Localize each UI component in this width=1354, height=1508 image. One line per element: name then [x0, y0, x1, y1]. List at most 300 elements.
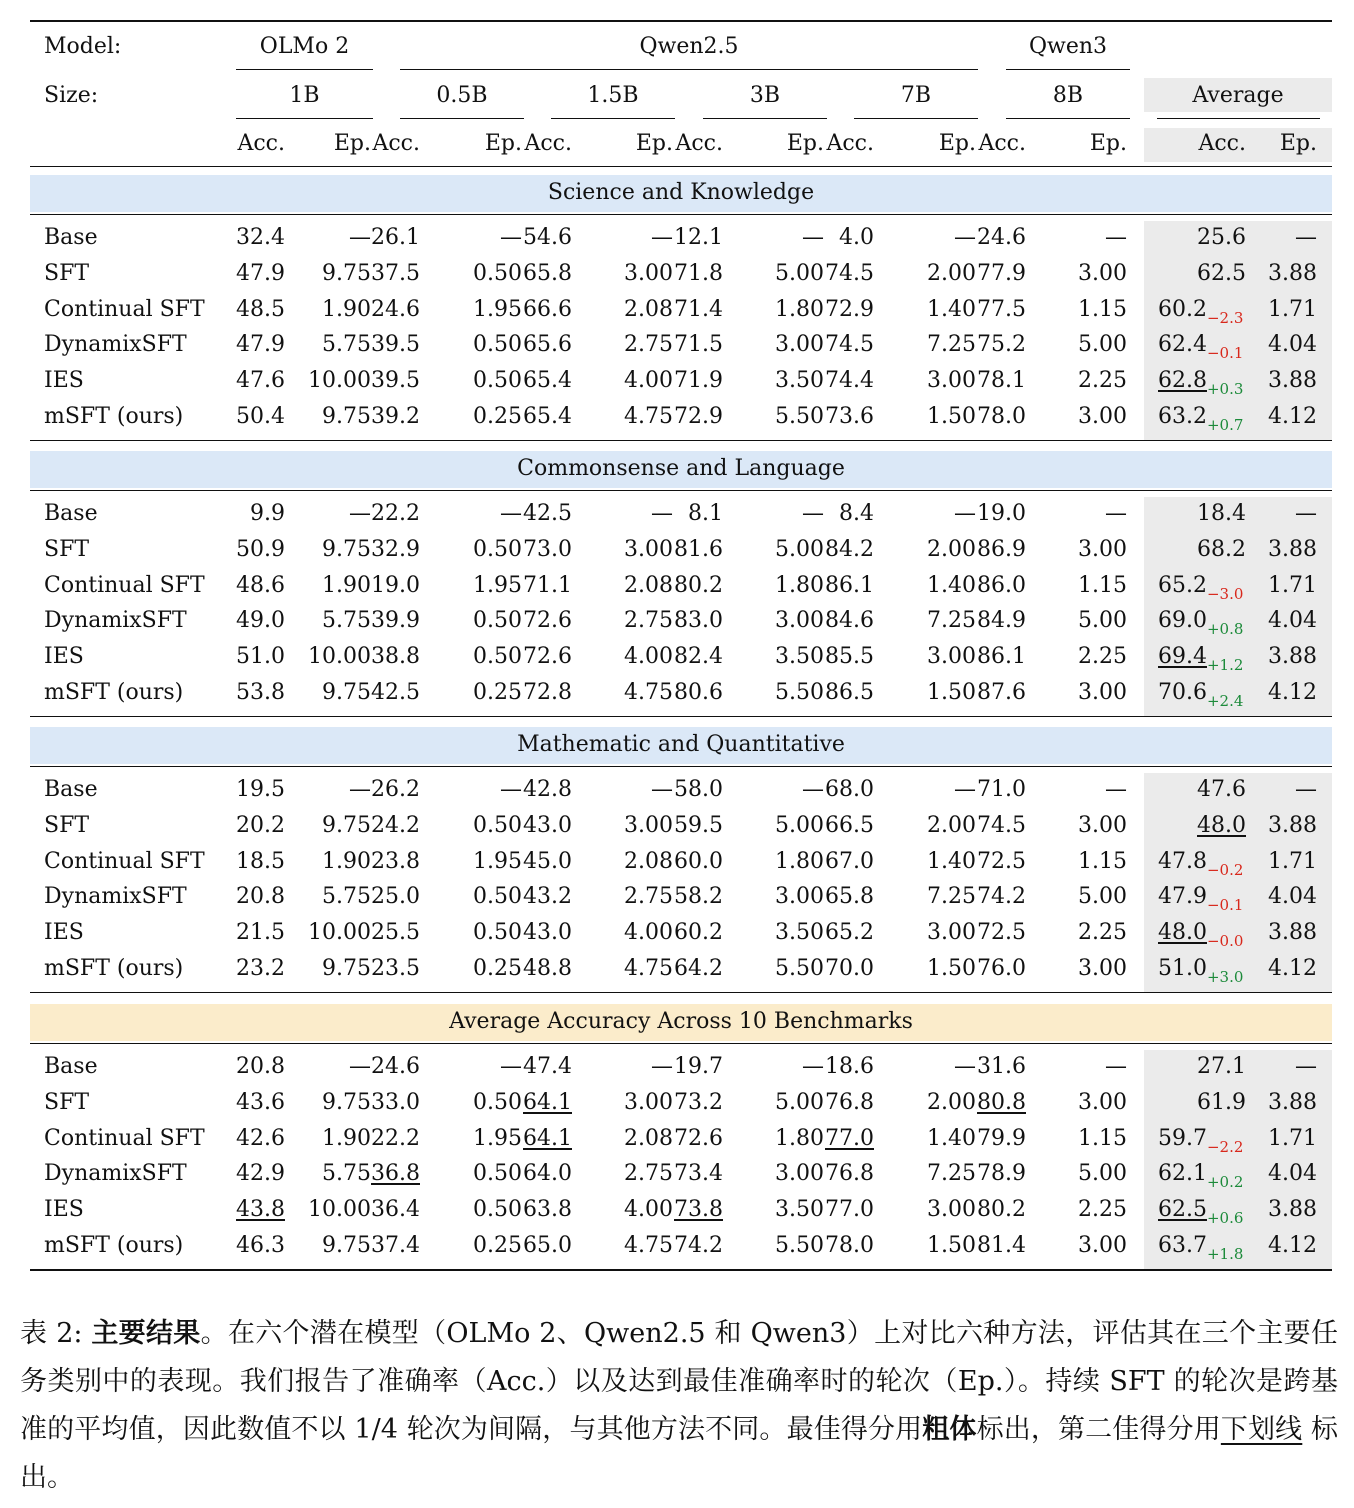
avg-delta: −0.0 [1206, 932, 1244, 951]
ep-header: Ep. [635, 131, 673, 156]
ep-value: 1.90 [322, 296, 371, 322]
avg-acc-value [1158, 295, 1243, 326]
ep-value: 5.50 [775, 404, 824, 429]
method-name: SFT [44, 812, 90, 838]
avg-acc-number: 65.2 [1158, 572, 1207, 598]
section-end-rule [30, 716, 1332, 717]
size-rule-0-5b [400, 118, 524, 119]
method-name: DynamixSFT [44, 1161, 187, 1187]
ep-value: 3.00 [927, 1197, 976, 1223]
avg-acc-number: 68.2 [1197, 536, 1246, 562]
section-band [30, 451, 1332, 488]
acc-value: 74.2 [977, 884, 1026, 910]
ep-value: 0.50 [473, 1197, 522, 1223]
acc-value: 19.5 [236, 777, 285, 802]
method-name: Base [44, 501, 98, 526]
ep-value: — [349, 1054, 371, 1079]
avg-ep-value: 1.71 [1268, 572, 1317, 598]
avg-acc-number: 27.1 [1197, 1054, 1246, 1079]
avg-acc-value [1158, 678, 1243, 709]
acc-value: 22.2 [371, 501, 420, 526]
acc-value: 47.6 [236, 368, 285, 394]
header-bottom-rule [30, 166, 1332, 167]
ep-value: 0.25 [473, 956, 522, 981]
avg-delta: +0.8 [1206, 620, 1244, 639]
avg-ep-value: 3.88 [1268, 920, 1317, 946]
avg-acc-number: 25.6 [1197, 225, 1246, 250]
acc-value: 47.4 [523, 1054, 572, 1079]
acc-value: 72.8 [523, 680, 572, 705]
acc-value: 66.6 [523, 296, 572, 322]
acc-value: 73.2 [674, 1089, 723, 1115]
avg-delta: +3.0 [1206, 968, 1244, 986]
avg-acc-value [1197, 811, 1246, 841]
size-rule-average [1157, 118, 1320, 119]
avg-ep-value: 3.88 [1268, 812, 1317, 838]
caption-label: 表 2: [20, 1318, 92, 1349]
acc-value: 81.6 [674, 536, 723, 562]
avg-acc-value [1158, 847, 1243, 878]
ep-value: 0.50 [473, 1089, 522, 1115]
acc-value: 73.4 [674, 1161, 723, 1187]
acc-value: 71.0 [977, 777, 1026, 802]
acc-value: 71.1 [523, 572, 572, 598]
ep-value: 7.25 [927, 884, 976, 910]
size-1-5b: 1.5B [587, 83, 639, 108]
acc-header: Acc. [978, 131, 1026, 156]
ep-value: 5.00 [775, 1089, 824, 1115]
method-name: SFT [44, 536, 90, 562]
ep-value: — [802, 501, 824, 526]
ep-value: — [500, 501, 522, 526]
acc-value: 76.8 [825, 1161, 874, 1187]
ep-value: 2.25 [1078, 1197, 1127, 1223]
ep-value: — [802, 225, 824, 250]
ep-value: 3.00 [624, 536, 673, 562]
ep-value: 1.90 [322, 848, 371, 874]
avg-delta: +1.8 [1206, 1245, 1244, 1263]
acc-value: 60.0 [674, 848, 723, 874]
acc-value: 51.0 [236, 644, 285, 670]
ep-value: 4.75 [624, 956, 673, 981]
acc-header: Acc. [372, 131, 420, 156]
section-rule [30, 1043, 1332, 1044]
avg-acc-value [1197, 1052, 1246, 1082]
acc-value: 70.0 [825, 956, 874, 981]
acc-value: 42.8 [523, 777, 572, 802]
method-name: IES [44, 644, 84, 670]
avg-acc-number: 47.8 [1158, 848, 1207, 874]
acc-value: 38.8 [371, 644, 420, 670]
acc-value: 74.5 [825, 260, 874, 286]
ep-value: 0.50 [473, 812, 522, 838]
ep-value: 3.00 [775, 332, 824, 358]
ep-value: 2.08 [624, 296, 673, 322]
size-label: Size: [44, 83, 99, 108]
ep-value: 3.00 [624, 260, 673, 286]
avg-acc-value [1158, 1124, 1243, 1155]
ep-value: 0.50 [473, 368, 522, 394]
section-title: Commonsense and Language [517, 456, 845, 481]
acc-value: 71.4 [674, 296, 723, 322]
family-rule-qwen25 [400, 69, 978, 70]
acc-value: 47.9 [236, 260, 285, 286]
acc-value: 77.5 [977, 296, 1026, 322]
acc-value: 87.6 [977, 680, 1026, 705]
acc-value: 83.0 [674, 608, 723, 634]
ep-value: 1.95 [473, 1125, 522, 1151]
caption-bold-word: 粗体 [922, 1414, 977, 1445]
acc-value: 22.2 [371, 1125, 420, 1151]
acc-value: 20.8 [236, 1054, 285, 1079]
acc-value: 64.2 [674, 956, 723, 981]
avg-acc-number: 59.7 [1158, 1125, 1207, 1151]
avg-ep-value: 3.88 [1268, 1197, 1317, 1223]
ep-value: 2.75 [624, 332, 673, 358]
size-3b: 3B [749, 83, 781, 108]
avg-delta: +0.7 [1206, 416, 1244, 434]
acc-value: 74.5 [977, 812, 1026, 838]
acc-value: 23.5 [371, 956, 420, 981]
acc-value: 80.2 [977, 1197, 1026, 1223]
ep-value: 0.50 [473, 332, 522, 358]
ep-value: 1.95 [473, 848, 522, 874]
acc-value: 23.8 [371, 848, 420, 874]
acc-value: 65.4 [523, 404, 572, 429]
acc-value: 86.9 [977, 536, 1026, 562]
acc-value: 31.6 [977, 1054, 1026, 1079]
ep-value: 0.50 [473, 536, 522, 562]
avg-acc-value [1158, 571, 1243, 602]
acc-value: 24.6 [371, 1054, 420, 1079]
model-label: Model: [44, 34, 122, 59]
ep-value: — [651, 501, 673, 526]
acc-value: 65.6 [523, 332, 572, 358]
acc-value: 33.0 [371, 1089, 420, 1115]
ep-value: — [1105, 777, 1127, 802]
avg-delta: +2.4 [1206, 692, 1244, 710]
acc-value: 72.5 [977, 920, 1026, 946]
ep-value: 3.50 [775, 644, 824, 670]
acc-value: 8.4 [839, 501, 874, 526]
section-title: Average Accuracy Across 10 Benchmarks [449, 1009, 913, 1034]
avg-acc-header: Acc. [1198, 131, 1246, 156]
avg-acc-value [1197, 535, 1246, 565]
ep-value: 5.50 [775, 956, 824, 981]
acc-value: 80.6 [674, 680, 723, 705]
avg-acc-number: 18.4 [1197, 501, 1246, 526]
ep-value: 3.00 [624, 1089, 673, 1115]
acc-value: 37.4 [371, 1233, 420, 1258]
acc-header: Acc. [237, 131, 285, 156]
acc-value: 37.5 [371, 260, 420, 286]
avg-acc-value [1158, 330, 1243, 361]
avg-acc-value [1158, 642, 1243, 673]
ep-value: 0.25 [473, 680, 522, 705]
size-rule-8b [1006, 118, 1130, 119]
acc-value: 78.1 [977, 368, 1026, 394]
avg-acc-number: 69.0 [1158, 608, 1207, 634]
acc-value: 64.1 [523, 1125, 572, 1151]
ep-value: — [802, 777, 824, 802]
section-end-rule [30, 440, 1332, 441]
method-name: Base [44, 225, 98, 250]
ep-value: — [349, 501, 371, 526]
acc-value: 86.5 [825, 680, 874, 705]
avg-acc-value [1197, 499, 1246, 529]
avg-delta: +0.6 [1206, 1209, 1244, 1228]
avg-ep-value: 4.12 [1268, 680, 1317, 705]
ep-value: 3.00 [775, 1161, 824, 1187]
avg-ep-value: 4.04 [1268, 608, 1317, 634]
ep-value: — [954, 501, 976, 526]
acc-value: 26.2 [371, 777, 420, 802]
acc-value: 72.6 [523, 608, 572, 634]
acc-value: 86.0 [977, 572, 1026, 598]
method-name: Base [44, 777, 98, 802]
ep-value: 3.50 [775, 1197, 824, 1223]
avg-acc-value [1197, 259, 1246, 289]
acc-value: 26.1 [371, 225, 420, 250]
ep-header: Ep. [333, 131, 371, 156]
ep-value: 2.25 [1078, 920, 1127, 946]
ep-value: 10.00 [308, 368, 371, 394]
size-1b: 1B [289, 83, 320, 108]
acc-value: 72.6 [674, 1125, 723, 1151]
size-rule-7b [854, 118, 978, 119]
avg-acc-number: 62.8 [1158, 368, 1207, 394]
ep-value: 9.75 [322, 404, 371, 429]
acc-value: 58.0 [674, 777, 723, 802]
avg-ep-value: — [1295, 777, 1317, 802]
acc-value: 4.0 [839, 225, 874, 250]
caption-text-2: 标出，第二佳得分用 [976, 1414, 1221, 1445]
avg-acc-number: 62.5 [1197, 260, 1246, 286]
ep-value: — [651, 225, 673, 250]
ep-value: 1.50 [927, 1233, 976, 1258]
acc-value: 20.8 [236, 884, 285, 910]
ep-value: 0.50 [473, 260, 522, 286]
size-rule-1-5b [551, 118, 675, 119]
ep-value: 1.50 [927, 956, 976, 981]
ep-value: 2.00 [927, 260, 976, 286]
ep-value: — [500, 777, 522, 802]
acc-value: 24.6 [977, 225, 1026, 250]
section-rule [30, 490, 1332, 491]
method-name: SFT [44, 1089, 90, 1115]
acc-value: 19.0 [371, 572, 420, 598]
method-name: IES [44, 920, 84, 946]
acc-value: 39.5 [371, 368, 420, 394]
ep-value: 2.25 [1078, 368, 1127, 394]
ep-value: 1.80 [775, 1125, 824, 1151]
ep-value: 5.50 [775, 680, 824, 705]
acc-value: 72.9 [674, 404, 723, 429]
method-name: SFT [44, 260, 90, 286]
ep-value: 1.80 [775, 572, 824, 598]
avg-acc-value [1158, 1159, 1243, 1190]
ep-value: 2.75 [624, 608, 673, 634]
acc-value: 48.8 [523, 956, 572, 981]
avg-ep-value: 4.04 [1268, 332, 1317, 358]
acc-value: 46.3 [236, 1233, 285, 1258]
size-rule-1b [236, 118, 373, 119]
acc-value: 32.4 [236, 225, 285, 250]
avg-ep-value: — [1295, 225, 1317, 250]
avg-ep-value: 3.88 [1268, 644, 1317, 670]
section-end-rule [30, 992, 1332, 993]
ep-value: — [1105, 501, 1127, 526]
acc-value: 19.7 [674, 1054, 723, 1079]
acc-value: 43.2 [523, 884, 572, 910]
ep-value: 1.80 [775, 848, 824, 874]
avg-acc-number: 60.2 [1158, 296, 1207, 322]
method-name: Continual SFT [44, 572, 205, 598]
ep-value: 10.00 [308, 1197, 371, 1223]
acc-value: 20.2 [236, 812, 285, 838]
ep-value: 1.50 [927, 680, 976, 705]
avg-delta: +0.2 [1206, 1173, 1244, 1192]
size-8b: 8B [1052, 83, 1084, 108]
acc-value: 67.0 [825, 848, 874, 874]
ep-value: 3.00 [927, 368, 976, 394]
ep-value: 5.75 [322, 608, 371, 634]
avg-acc-number: 62.1 [1158, 1161, 1207, 1187]
family-rule-olmo2 [236, 69, 373, 70]
acc-value: 64.0 [523, 1161, 572, 1187]
acc-value: 84.9 [977, 608, 1026, 634]
method-name: Base [44, 1054, 98, 1079]
acc-value: 78.0 [977, 404, 1026, 429]
acc-value: 43.0 [523, 812, 572, 838]
ep-value: — [651, 777, 673, 802]
acc-value: 48.5 [236, 296, 285, 322]
avg-ep-value: 4.12 [1268, 956, 1317, 981]
method-name: DynamixSFT [44, 332, 187, 358]
acc-value: 75.2 [977, 332, 1026, 358]
avg-acc-number: 63.7 [1158, 1233, 1207, 1258]
ep-value: 7.25 [927, 332, 976, 358]
ep-value: 2.00 [927, 536, 976, 562]
avg-acc-value [1158, 366, 1243, 397]
acc-value: 77.0 [825, 1125, 874, 1151]
method-name: DynamixSFT [44, 608, 187, 634]
acc-header: Acc. [524, 131, 572, 156]
family-olmo2: OLMo 2 [259, 34, 350, 59]
acc-value: 25.5 [371, 920, 420, 946]
family-qwen25: Qwen2.5 [639, 34, 739, 59]
acc-value: 43.6 [236, 1089, 285, 1115]
ep-value: 3.00 [1078, 956, 1127, 981]
ep-value: 5.00 [1078, 332, 1127, 358]
ep-value: 3.00 [1078, 260, 1127, 286]
ep-value: 3.50 [775, 368, 824, 394]
ep-value: 0.50 [473, 644, 522, 670]
ep-value: 2.08 [624, 848, 673, 874]
ep-value: 1.40 [927, 848, 976, 874]
acc-header: Acc. [675, 131, 723, 156]
acc-value: 9.9 [250, 501, 285, 526]
ep-value: — [500, 225, 522, 250]
ep-value: 9.75 [322, 1233, 371, 1258]
acc-value: 64.1 [523, 1089, 572, 1115]
caption-text-1: 。在六个潜在模型（OLMo 2、Qwen2.5 和 Qwen3）上对比六种方法，评估其在三个主要任务类别中的表现。我们报告了准确率（Acc.）以及达到最佳准确率时的轮次（Ep.）。持续 SFT 的轮次是跨基准的平均值，因此数值不以 1/4 轮次为间隔，与其他方法不同。最佳得分用 [20, 1318, 1338, 1445]
bottom-rule [30, 1269, 1332, 1271]
ep-value: 5.50 [775, 1233, 824, 1258]
method-name: mSFT (ours) [44, 680, 184, 705]
ep-value: — [651, 1054, 673, 1079]
ep-value: 1.15 [1078, 848, 1127, 874]
acc-value: 78.0 [825, 1233, 874, 1258]
avg-delta: −2.3 [1206, 308, 1244, 327]
acc-value: 42.9 [236, 1161, 285, 1187]
avg-delta: −0.2 [1206, 860, 1244, 879]
avg-ep-value: — [1295, 1054, 1317, 1079]
ep-value: 0.50 [473, 884, 522, 910]
acc-value: 42.6 [236, 1125, 285, 1151]
acc-value: 48.6 [236, 572, 285, 598]
ep-value: 2.08 [624, 1125, 673, 1151]
ep-value: — [954, 777, 976, 802]
avg-acc-number: 48.0 [1197, 812, 1246, 838]
family-qwen3: Qwen3 [1028, 34, 1108, 59]
ep-value: — [954, 1054, 976, 1079]
acc-value: 19.0 [977, 501, 1026, 526]
acc-value: 50.9 [236, 536, 285, 562]
ep-value: 5.00 [775, 812, 824, 838]
ep-value: 5.00 [1078, 1161, 1127, 1187]
ep-value: 4.00 [624, 644, 673, 670]
acc-value: 73.0 [523, 536, 572, 562]
ep-value: 10.00 [308, 920, 371, 946]
avg-ep-value: 1.71 [1268, 1125, 1317, 1151]
ep-value: 0.50 [473, 608, 522, 634]
avg-acc-number: 48.0 [1158, 920, 1207, 946]
ep-value: 9.75 [322, 956, 371, 981]
avg-acc-number: 51.0 [1158, 956, 1207, 981]
ep-value: 4.00 [624, 920, 673, 946]
ep-value: 9.75 [322, 260, 371, 286]
ep-value: 1.95 [473, 296, 522, 322]
method-name: Continual SFT [44, 848, 205, 874]
acc-value: 24.6 [371, 296, 420, 322]
ep-value: — [802, 1054, 824, 1079]
acc-value: 82.4 [674, 644, 723, 670]
acc-value: 23.2 [236, 956, 285, 981]
ep-value: 5.75 [322, 332, 371, 358]
acc-value: 72.5 [977, 848, 1026, 874]
acc-value: 78.9 [977, 1161, 1026, 1187]
ep-value: 1.80 [775, 296, 824, 322]
acc-value: 73.8 [674, 1197, 723, 1223]
acc-value: 74.5 [825, 332, 874, 358]
method-name: mSFT (ours) [44, 1233, 184, 1258]
acc-value: 77.0 [825, 1197, 874, 1223]
ep-value: 9.75 [322, 812, 371, 838]
acc-value: 74.2 [674, 1233, 723, 1258]
acc-value: 47.9 [236, 332, 285, 358]
family-rule-qwen3 [1006, 69, 1130, 70]
avg-ep-header: Ep. [1279, 131, 1317, 156]
ep-value: 7.25 [927, 608, 976, 634]
ep-value: — [500, 1054, 522, 1079]
size-rule-3b [703, 118, 827, 119]
acc-value: 32.9 [371, 536, 420, 562]
ep-value: 9.75 [322, 680, 371, 705]
ep-value: 3.00 [927, 644, 976, 670]
acc-value: 72.6 [523, 644, 572, 670]
acc-value: 65.8 [523, 260, 572, 286]
